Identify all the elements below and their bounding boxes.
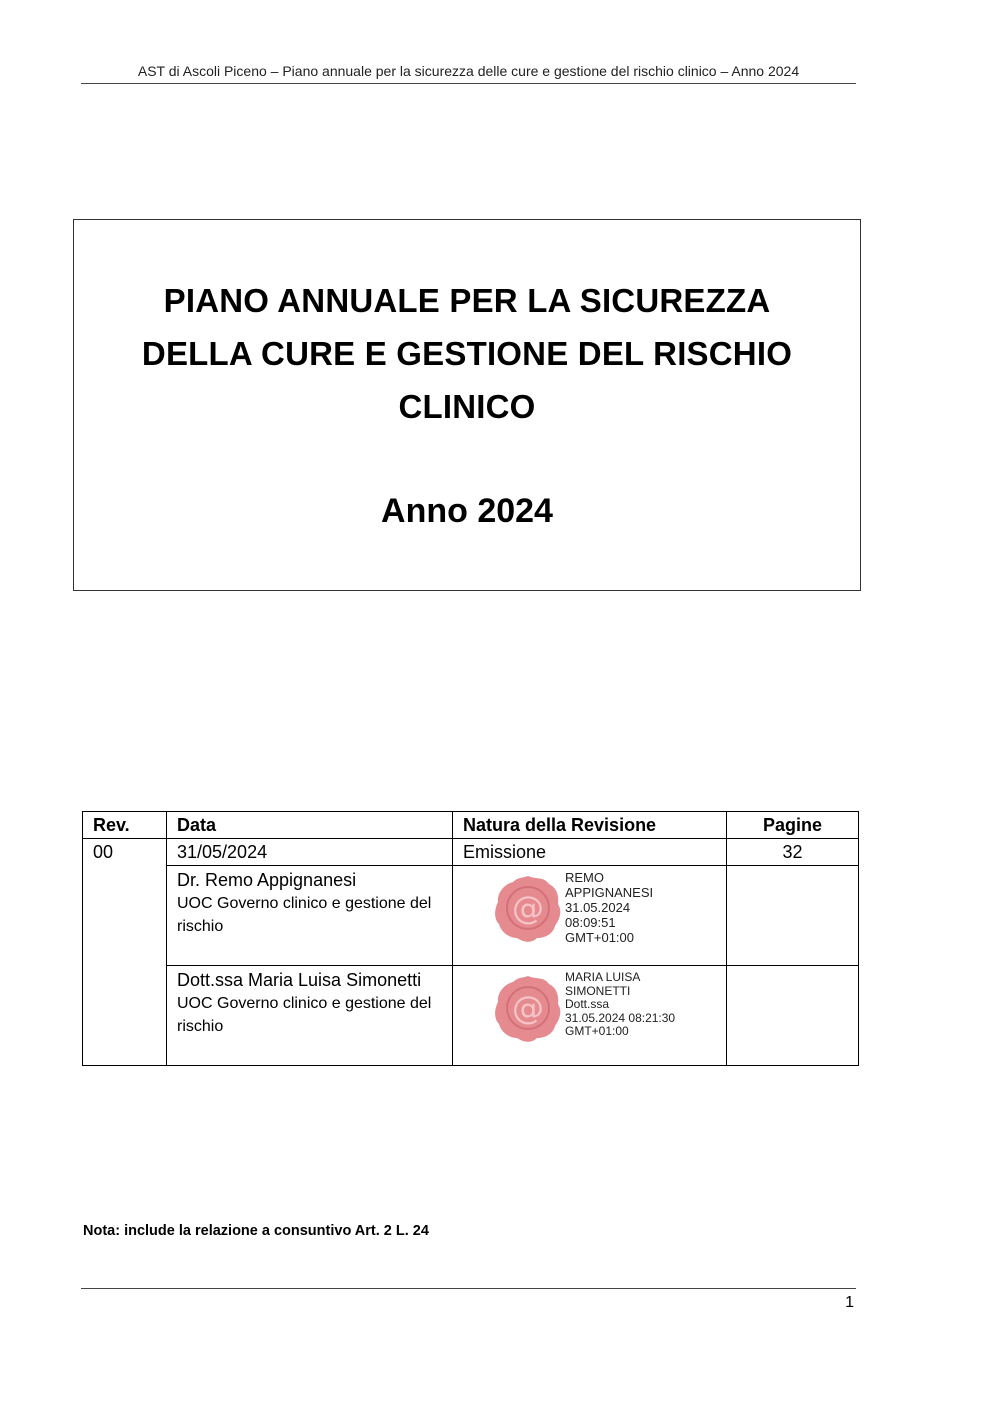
signer-1 [167,866,453,966]
document-title-line-2: DELLA CURE E GESTIONE DEL RISCHIO [141,335,793,372]
header-nature: Natura della Revisione [453,812,727,839]
signer-1-unit: UOC Governo clinico e gestione del rischio [177,895,432,935]
digital-signature-seal-icon [493,974,563,1044]
document-title-line-3: CLINICO [398,388,536,425]
rev-number: 00 [83,839,167,1066]
rev-nature: Emissione [453,839,727,866]
running-header: AST di Ascoli Piceno – Piano annuale per la sicurezza delle cure e gestione del rischio clinico – Anno 2024 [137,63,800,79]
rev-date: 31/05/2024 [167,839,453,866]
header-divider [81,83,856,84]
document-title-line-1: PIANO ANNUALE PER LA SICUREZZA [163,282,771,319]
svg-text:@: @ [512,889,544,927]
page-number: 1 [845,1294,854,1311]
rev-pages: 32 [727,839,859,866]
signature-1-line: APPIGNANESI [565,885,654,900]
signature-1-pages [727,866,859,966]
signer-2 [167,966,453,1066]
title-box [73,219,861,591]
signature-1-line: 08:09:51 [565,915,616,930]
signature-1-line: 31.05.2024 [565,900,631,915]
header-rev: Rev. [83,812,167,839]
signature-2-line: Dott.ssa [565,997,610,1012]
document-year: Anno 2024 [381,492,553,530]
signature-2-line: MARIA LUISA [565,970,641,984]
signature-1 [453,866,727,966]
footer-divider [81,1288,856,1289]
signature-2-line: 31.05.2024 08:21:30 [565,1010,676,1025]
signature-2-pages [727,966,859,1066]
signature-1-line: GMT+01:00 [565,930,635,945]
header-pages: Pagine [727,812,859,839]
header-date: Data [167,812,453,839]
signature-2-line: GMT+01:00 [565,1024,629,1039]
signature-1-line: REMO [565,870,604,885]
signer-2-unit: UOC Governo clinico e gestione del rischio [177,995,432,1035]
signature-2-line: SIMONETTI [565,983,631,998]
svg-text:@: @ [512,989,544,1027]
signature-2-details [565,971,715,1039]
signer-1-name: Dr. Remo Appignanesi [177,870,357,890]
note: Nota: include la relazione a consuntivo Art. 2 L. 24 [83,1223,429,1239]
signature-1-details [565,870,715,945]
revision-table [82,811,859,1066]
signer-2-name: Dott.ssa Maria Luisa Simonetti [177,970,422,990]
digital-signature-seal-icon [493,874,563,944]
signature-2 [453,966,727,1066]
